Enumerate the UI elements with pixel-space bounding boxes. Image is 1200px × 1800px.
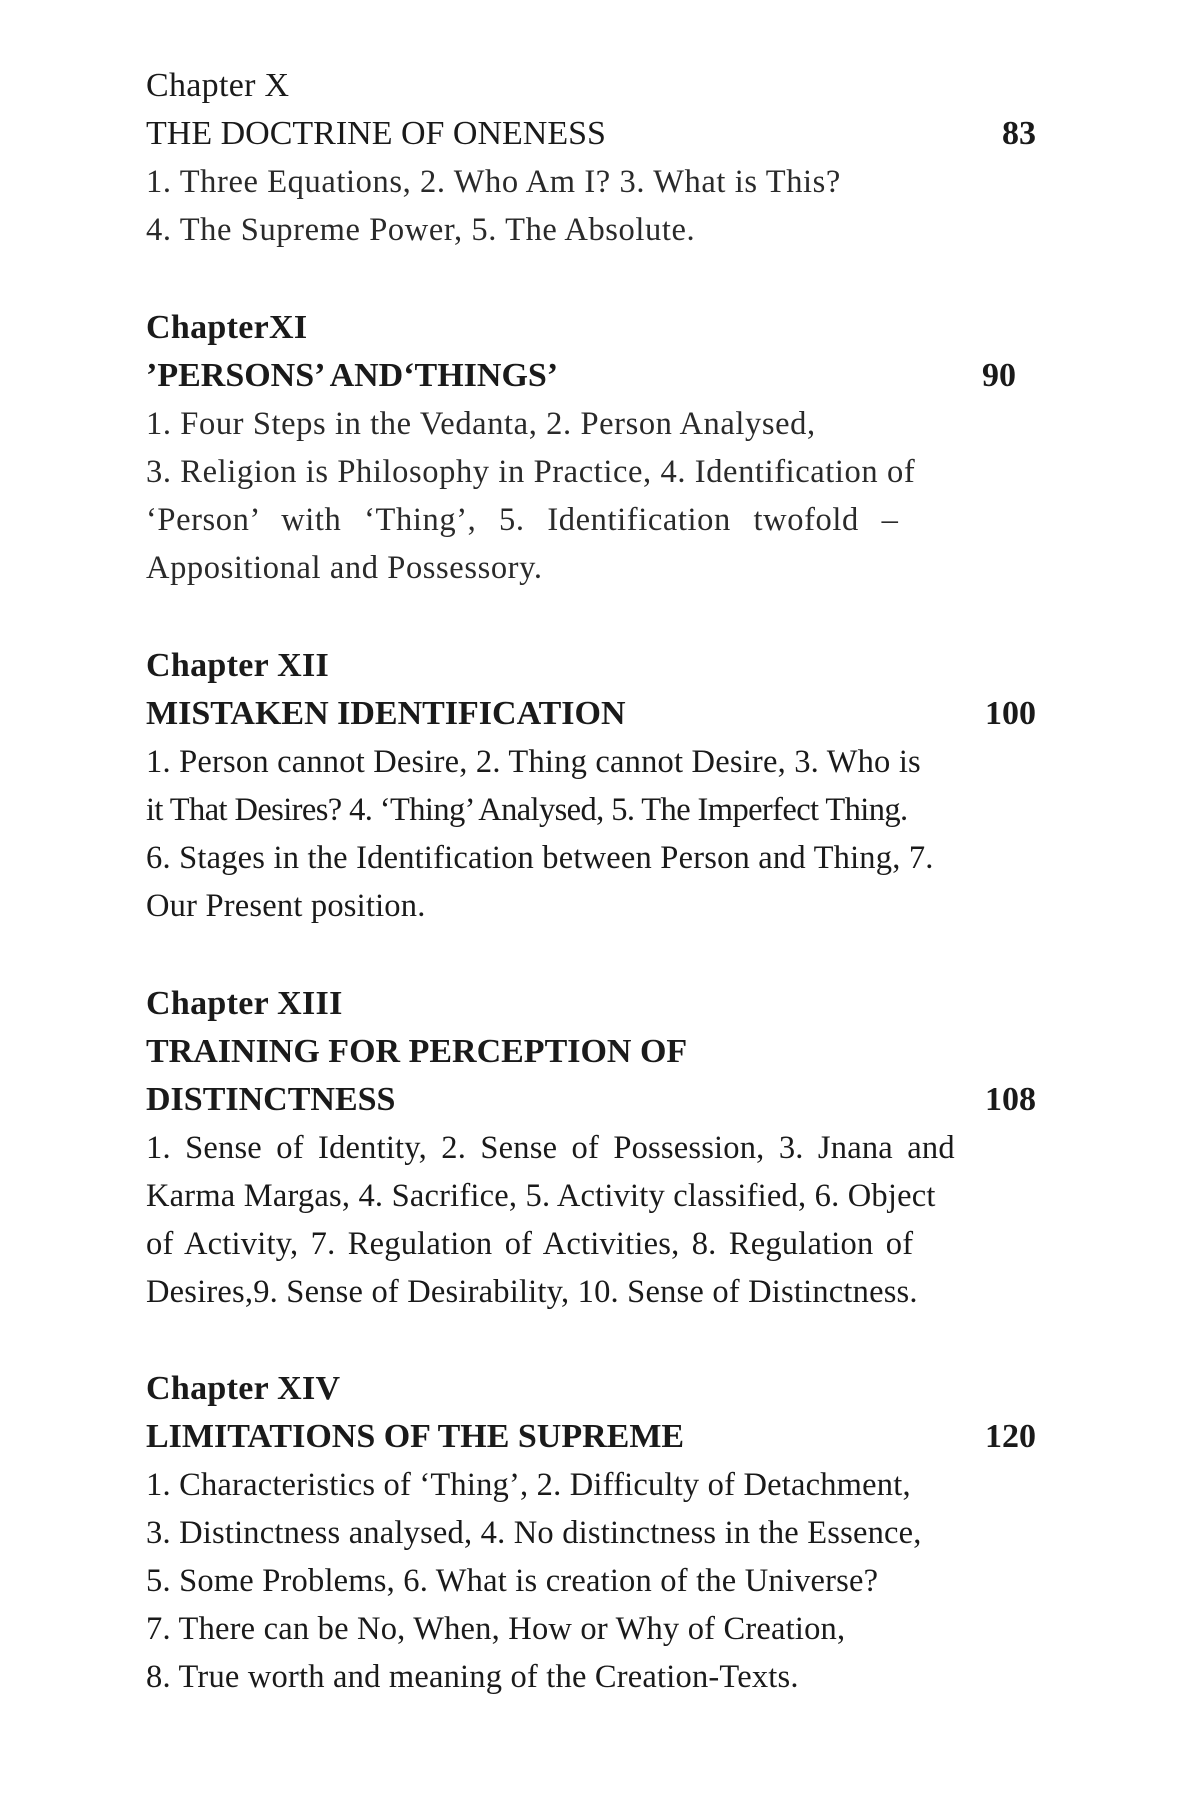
summary-line: 1. Person cannot Desire, 2. Thing cannot Desire, 3. Who is (146, 744, 921, 780)
summary-line: 8. True worth and meaning of the Creation-Texts. (146, 1659, 799, 1695)
page-number: 120 (985, 1418, 1036, 1455)
chapter-label: Chapter XIII (146, 985, 343, 1022)
summary-line: 5. Some Problems, 6. What is creation of the Universe? (146, 1563, 879, 1599)
summary-line: ‘Person’ with ‘Thing’, 5. Identification twofold – (146, 502, 899, 538)
chapter-title: DISTINCTNESS (146, 1081, 396, 1118)
summary-line: Appositional and Possessory. (146, 550, 543, 586)
page-number: 83 (1002, 115, 1036, 152)
summary-line: 7. There can be No, When, How or Why of Creation, (146, 1611, 846, 1647)
summary-line: Karma Margas, 4. Sacrifice, 5. Activity classified, 6. Object (146, 1178, 936, 1214)
chapter-summary (146, 738, 1046, 930)
chapter-entry-xi (146, 304, 1046, 592)
summary-line: 1. Characteristics of ‘Thing’, 2. Difficulty of Detachment, (146, 1467, 911, 1503)
chapter-entry-xiii (146, 980, 1046, 1316)
summary-line: 1. Four Steps in the Vedanta, 2. Person Analysed, (146, 406, 816, 442)
chapter-summary (146, 1124, 1046, 1316)
chapter-title: LIMITATIONS OF THE SUPREME (146, 1418, 685, 1455)
summary-line: of Activity, 7. Regulation of Activities, 8. Regulation of (146, 1226, 914, 1262)
chapter-title-row (146, 352, 1046, 400)
chapter-title: ’PERSONS’ AND‘THINGS’ (146, 357, 559, 394)
summary-line: 6. Stages in the Identification between Person and Thing, 7. (146, 840, 934, 876)
chapter-label: Chapter XIV (146, 1370, 341, 1407)
chapter-label: ChapterXI (146, 309, 308, 346)
chapter-label: Chapter XII (146, 647, 330, 684)
chapter-entry-xii (146, 642, 1046, 930)
chapter-title-row (146, 690, 1046, 738)
summary-line: 1. Sense of Identity, 2. Sense of Possession, 3. Jnana and (146, 1130, 955, 1166)
chapter-entry-x (146, 62, 1046, 254)
chapter-label: Chapter X (146, 67, 290, 104)
page-number: 90 (982, 357, 1016, 394)
chapter-summary (146, 158, 1046, 254)
summary-line: it That Desires? 4. ‘Thing’ Analysed, 5. The Imperfect Thing. (146, 792, 908, 828)
summary-line: 4. The Supreme Power, 5. The Absolute. (146, 212, 696, 248)
chapter-title: MISTAKEN IDENTIFICATION (146, 695, 626, 732)
chapter-summary (146, 400, 1046, 592)
summary-line: Our Present position. (146, 888, 426, 924)
chapter-title-row (146, 1413, 1046, 1461)
chapter-summary (146, 1461, 1046, 1701)
page-number: 100 (985, 695, 1036, 732)
chapter-title-row (146, 1076, 1046, 1124)
chapter-title-row (146, 110, 1046, 158)
summary-line: Desires,9. Sense of Desirability, 10. Sense of Distinctness. (146, 1274, 918, 1310)
summary-line: 3. Religion is Philosophy in Practice, 4. Identification of (146, 454, 916, 490)
summary-line: 1. Three Equations, 2. Who Am I? 3. What is This? (146, 164, 841, 200)
page-number: 108 (985, 1081, 1036, 1118)
chapter-title-line: TRAINING FOR PERCEPTION OF (146, 1033, 688, 1070)
chapter-entry-xiv (146, 1365, 1046, 1701)
chapter-title: THE DOCTRINE OF ONENESS (146, 115, 606, 152)
summary-line: 3. Distinctness analysed, 4. No distinctness in the Essence, (146, 1515, 922, 1551)
